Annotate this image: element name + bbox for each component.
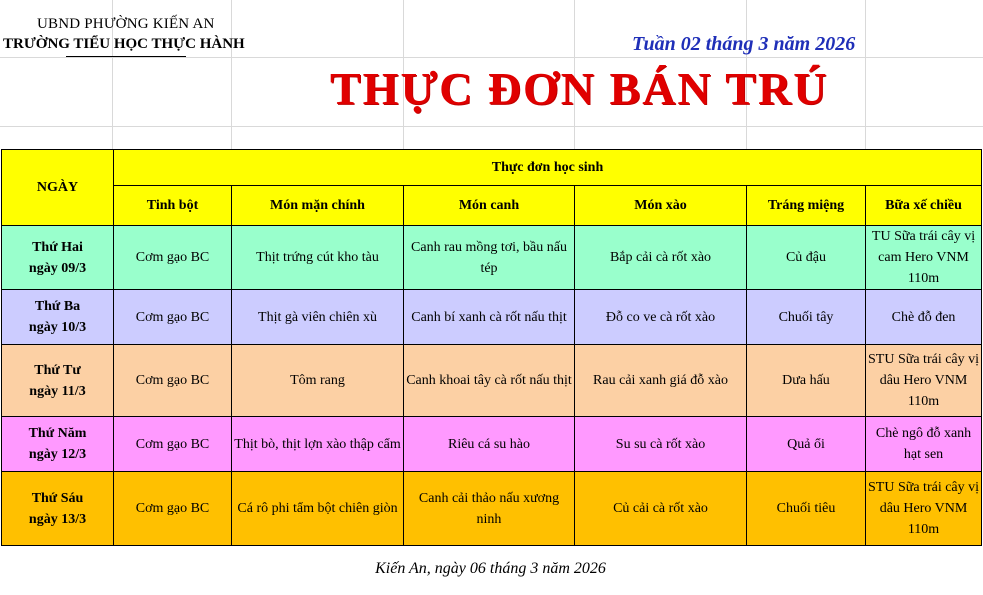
place-date <box>0 560 983 578</box>
table-row <box>2 472 982 546</box>
column-header-mon-xao: Món xào <box>575 186 747 226</box>
column-header-trang-mieng: Tráng miệng <box>747 186 866 226</box>
place-date-text: Kiến An, ngày 06 tháng 3 năm 2026 <box>375 560 606 577</box>
menu-group-header: Thực đơn học sinh <box>114 150 982 186</box>
cell-mon-man: Thịt gà viên chiên xù <box>232 290 404 345</box>
cell-tinh-bot: Cơm gạo BC <box>114 226 232 290</box>
cell-mon-man: Thịt bò, thịt lợn xào thập cẩm <box>232 417 404 472</box>
cell-bua-xe: STU Sữa trái cây vị dâu Hero VNM 110m <box>866 472 982 546</box>
menu-table <box>1 149 982 546</box>
cell-mon-xao: Rau cải xanh giá đỗ xào <box>575 345 747 417</box>
cell-trang-mieng: Chuối tiêu <box>747 472 866 546</box>
cell-mon-man: Cá rô phi tẩm bột chiên giòn <box>232 472 404 546</box>
cell-bua-xe: Chè đỗ đen <box>866 290 982 345</box>
day-cell <box>2 345 114 417</box>
cell-mon-canh: Riêu cá su hào <box>404 417 575 472</box>
cell-mon-canh: Canh bí xanh cà rốt nấu thịt <box>404 290 575 345</box>
day-name: Thứ Hai <box>32 239 83 255</box>
cell-trang-mieng: Dưa hấu <box>747 345 866 417</box>
column-header-tinh-bot: Tinh bột <box>114 186 232 226</box>
cell-mon-xao: Củ cải cà rốt xào <box>575 472 747 546</box>
cell-mon-canh: Canh cải thảo nấu xương ninh <box>404 472 575 546</box>
org-name: UBND PHƯỜNG KIẾN AN <box>37 16 215 32</box>
day-header: NGÀY <box>2 150 114 226</box>
school-name-underline <box>66 56 186 57</box>
day-cell <box>2 472 114 546</box>
cell-mon-man: Thịt trứng cút kho tàu <box>232 226 404 290</box>
cell-tinh-bot: Cơm gạo BC <box>114 417 232 472</box>
cell-tinh-bot: Cơm gạo BC <box>114 290 232 345</box>
cell-mon-xao: Đỗ co ve cà rốt xào <box>575 290 747 345</box>
day-date: ngày 10/3 <box>28 320 87 335</box>
column-header-mon-man: Món mặn chính <box>232 186 404 226</box>
cell-trang-mieng: Củ đậu <box>747 226 866 290</box>
cell-mon-xao: Su su cà rốt xào <box>575 417 747 472</box>
table-row <box>2 290 982 345</box>
day-date: ngày 13/3 <box>28 511 87 527</box>
cell-tinh-bot: Cơm gạo BC <box>114 345 232 417</box>
table-row <box>2 345 982 417</box>
table-row <box>2 226 982 290</box>
cell-bua-xe: STU Sữa trái cây vị dâu Hero VNM 110m <box>866 345 982 417</box>
day-cell <box>2 290 114 345</box>
column-header-bua-xe: Bữa xế chiều <box>866 186 982 226</box>
day-date: ngày 11/3 <box>29 383 86 399</box>
day-name: Thứ Ba <box>34 299 81 314</box>
cell-mon-canh: Canh rau mồng tơi, bầu nấu tép <box>404 226 575 290</box>
school-name: TRƯỜNG TIỂU HỌC THỰC HÀNH <box>3 36 245 52</box>
cell-bua-xe: TU Sữa trái cây vị cam Hero VNM 110m <box>866 226 982 290</box>
cell-trang-mieng: Quả ổi <box>747 417 866 472</box>
column-header-mon-canh: Món canh <box>404 186 575 226</box>
table-row <box>2 417 982 472</box>
day-date: ngày 12/3 <box>28 447 87 462</box>
cell-mon-man: Tôm rang <box>232 345 404 417</box>
cell-mon-xao: Bắp cải cà rốt xào <box>575 226 747 290</box>
week-label: Tuần 02 tháng 3 năm 2026 <box>632 33 856 55</box>
cell-mon-canh: Canh khoai tây cà rốt nấu thịt <box>404 345 575 417</box>
day-cell <box>2 226 114 290</box>
cell-trang-mieng: Chuối tây <box>747 290 866 345</box>
cell-tinh-bot: Cơm gạo BC <box>114 472 232 546</box>
day-cell <box>2 417 114 472</box>
day-date: ngày 09/3 <box>28 260 87 276</box>
day-name: Thứ Tư <box>34 362 81 378</box>
cell-bua-xe: Chè ngô đỗ xanh hạt sen <box>866 417 982 472</box>
day-name: Thứ Sáu <box>31 490 84 506</box>
day-name: Thứ Năm <box>28 426 87 441</box>
page-title: THỰC ĐƠN BÁN TRÚ <box>330 63 829 114</box>
